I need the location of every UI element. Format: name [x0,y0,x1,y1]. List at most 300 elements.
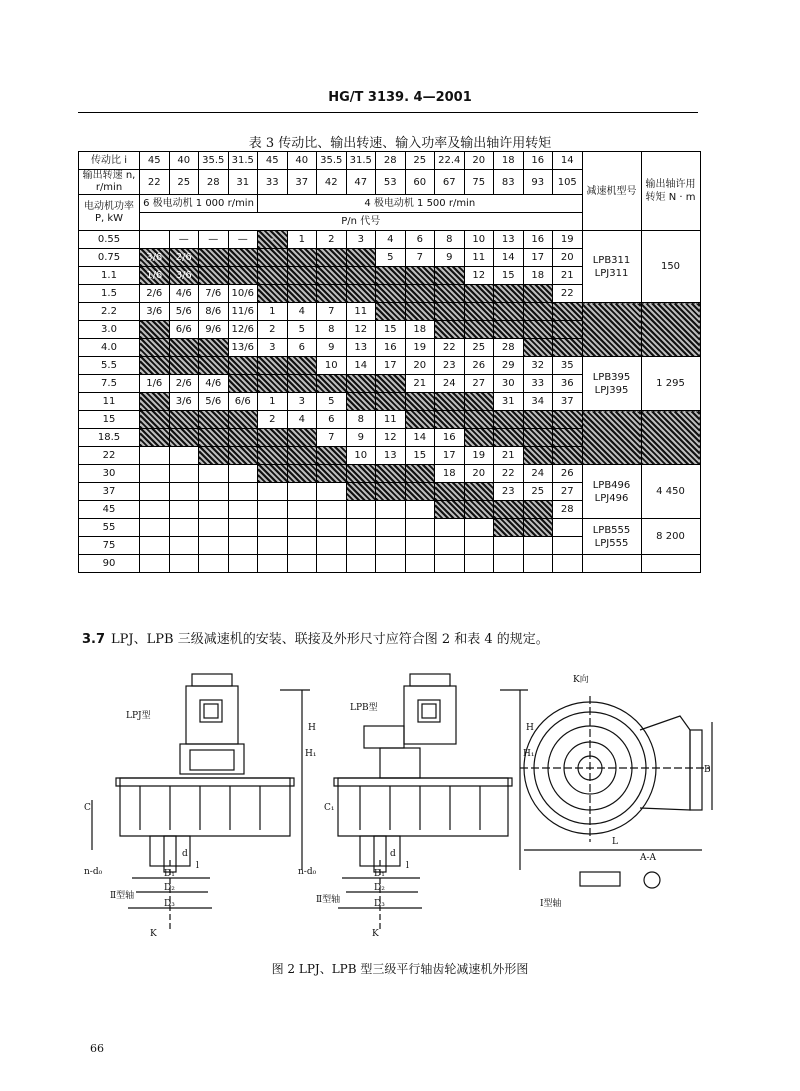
ratio-cell [435,411,465,429]
ratio-cell [376,393,406,411]
ratio-cell [346,501,376,519]
ratio-value: 35.5 [317,152,347,170]
torque-value: 8 200 [641,519,700,555]
speed-value: 53 [376,170,406,195]
ratio-cell: 9 [346,429,376,447]
speed-value: 83 [494,170,524,195]
ratio-cell [140,537,170,555]
lpj-label: LPJ型 [126,711,151,721]
dim-d3-b: D₃ [374,899,385,909]
dim-c: C [84,803,91,813]
ratio-cell: 34 [523,393,553,411]
clause-3-7 [82,628,549,647]
ratio-cell: 1 [258,303,288,321]
motor-label: 电动机功率 P, kW [79,195,140,231]
ratio-cell [553,537,583,555]
ratio-cell: 3 [258,339,288,357]
ratio-cell: 15 [376,321,406,339]
power-value: 18.5 [79,429,140,447]
k-arrow-a: K [150,929,157,939]
ratio-cell [405,519,435,537]
ratio-cell: 1 [258,393,288,411]
ratio-cell [169,429,199,447]
ratio-cell [169,447,199,465]
ratio-cell [199,555,229,573]
ratio-cell: 17 [523,249,553,267]
ratio-cell [317,375,347,393]
ratio-cell: 22 [494,465,524,483]
ratio-cell [258,285,288,303]
ratio-cell [405,555,435,573]
ratio-cell: 11/6 [228,303,258,321]
ratio-cell: 10 [346,447,376,465]
dim-d-a: d [182,849,188,859]
ratio-cell: 4 [287,411,317,429]
ratio-cell [553,321,583,339]
ratio-cell [258,357,288,375]
k-view-drawing [520,696,712,888]
ratio-cell [317,465,347,483]
ratio-value: 31.5 [346,152,376,170]
ratio-cell [169,339,199,357]
ratio-cell: 2/6 [140,285,170,303]
ratio-cell [376,285,406,303]
ratio-value: 20 [464,152,494,170]
ratio-cell [199,429,229,447]
ratio-cell [317,483,347,501]
ratio-cell [287,285,317,303]
speed-value: 105 [553,170,583,195]
ratio-cell [258,555,288,573]
table-row [79,303,701,321]
torque-header: 输出轴许用转矩 N · m [641,152,700,231]
ratio-cell: 17 [376,357,406,375]
ratio-cell [523,303,553,321]
ratio-cell: — [169,231,199,249]
speed-value: 37 [287,170,317,195]
ratio-cell [140,411,170,429]
ratio-cell [523,411,553,429]
ratio-cell [228,429,258,447]
standard-header: HG/T 3139. 4—2001 [328,90,472,105]
ratio-cell [287,447,317,465]
ratio-cell: 9 [435,249,465,267]
ratio-cell [317,519,347,537]
ratio-cell [228,447,258,465]
ratio-cell [258,267,288,285]
ratio-cell [435,483,465,501]
ratio-cell: 8 [317,321,347,339]
ratio-cell [376,537,406,555]
table-row [79,465,701,483]
ratio-cell: 2/6 [169,249,199,267]
ratio-cell [494,303,524,321]
ratio-cell: 13/6 [228,339,258,357]
model-blank [582,303,641,357]
dim-l: L [612,837,618,847]
model-blank [582,411,641,465]
clause-number: 3.7 [82,632,106,647]
ratio-cell: 27 [553,483,583,501]
ratio-cell: 11 [464,249,494,267]
ratio-cell [494,429,524,447]
ratio-cell: 11 [376,411,406,429]
dim-h1-b: H₁ [523,749,535,759]
ratio-cell: 28 [494,339,524,357]
ratio-cell: 37 [553,393,583,411]
ratio-cell: 21 [494,447,524,465]
ratio-cell: 36 [553,375,583,393]
ratio-cell [405,501,435,519]
motor-6-pole: 6 极电动机 1 000 r/min [140,195,258,213]
ratio-cell [258,483,288,501]
ratio-cell [199,465,229,483]
ratio-cell [140,519,170,537]
ratio-cell [376,303,406,321]
ratio-cell [228,267,258,285]
ratio-cell: 12/6 [228,321,258,339]
ratio-cell [287,555,317,573]
model-name: LPB395 LPJ395 [582,357,641,411]
ratio-cell: 5 [317,393,347,411]
ratio-cell: 2 [317,231,347,249]
ratio-cell [464,429,494,447]
ratio-cell [199,411,229,429]
ratio-value: 40 [169,152,199,170]
ratio-cell [317,501,347,519]
ratio-cell: 21 [553,267,583,285]
ratio-cell [435,285,465,303]
ratio-cell [317,285,347,303]
ratio-cell [346,537,376,555]
ratio-cell [199,357,229,375]
ratio-cell: 2/6 [169,375,199,393]
ratio-value: 31.5 [228,152,258,170]
ratio-cell [523,285,553,303]
ratio-cell: 4/6 [199,375,229,393]
ratio-cell [140,357,170,375]
ratio-cell: 9/6 [199,321,229,339]
model-name: LPB496 LPJ496 [582,465,641,519]
ratio-cell [317,447,347,465]
ratio-cell: 18 [435,465,465,483]
ratio-cell: 25 [464,339,494,357]
ratio-cell: 18 [523,267,553,285]
ratio-cell [523,519,553,537]
ratio-cell: 33 [523,375,553,393]
dim-d3-a: D₃ [164,899,175,909]
ratio-cell [287,357,317,375]
ratio-cell: 26 [464,357,494,375]
ratio-cell [494,501,524,519]
ratio-value: 22.4 [435,152,465,170]
ratio-cell [140,231,170,249]
ratio-cell [287,501,317,519]
torque-value: 150 [641,231,700,303]
ratio-cell: 5/6 [199,393,229,411]
torque-blank [641,555,700,573]
dim-c1: C₁ [324,803,335,813]
ratio-cell [376,519,406,537]
ratio-cell: 6 [405,231,435,249]
power-value: 22 [79,447,140,465]
ratio-cell: 5/6 [169,303,199,321]
code-label: P/n 代号 [140,213,583,231]
ratio-value: 45 [258,152,288,170]
ratio-cell [464,393,494,411]
ratio-cell [464,519,494,537]
ratio-cell [199,519,229,537]
ratio-cell: 7 [405,249,435,267]
ratio-value: 18 [494,152,524,170]
ratio-cell: 18 [405,321,435,339]
ratio-cell: 10 [317,357,347,375]
ratio-cell: 22 [435,339,465,357]
ratio-cell: 6/6 [169,321,199,339]
ratio-cell [464,411,494,429]
ratio-cell [494,519,524,537]
ratio-cell [435,501,465,519]
ratio-cell [435,303,465,321]
ratio-cell: 4 [376,231,406,249]
ratio-cell [140,339,170,357]
ratio-cell: 20 [405,357,435,375]
ratio-cell [523,501,553,519]
ratio-cell: 4/6 [169,285,199,303]
table-caption: 表 3 传动比、输出转速、输入功率及输出轴许用转矩 [248,136,552,151]
ratio-cell [435,321,465,339]
ratio-cell: 5 [287,321,317,339]
ratio-cell [258,519,288,537]
torque-value: 4 450 [641,465,700,519]
ratio-cell: 13 [494,231,524,249]
ratio-cell [405,303,435,321]
ratio-cell [228,465,258,483]
ratio-cell: 19 [464,447,494,465]
dim-h-b: H [526,723,534,733]
dim-l-a: l [196,861,199,871]
ratio-value: 16 [523,152,553,170]
power-value: 55 [79,519,140,537]
table-row [79,357,701,375]
ratio-cell: 25 [523,483,553,501]
ratio-cell [169,483,199,501]
ratio-cell [287,465,317,483]
speed-value: 75 [464,170,494,195]
power-value: 7.5 [79,375,140,393]
ratio-cell: 16 [435,429,465,447]
ratio-cell [494,555,524,573]
ratio-cell: 17 [435,447,465,465]
ratio-cell [228,519,258,537]
ratio-cell: 3/6 [169,267,199,285]
ratio-cell [199,483,229,501]
ratio-cell [169,519,199,537]
ratio-cell [140,483,170,501]
ratio-cell: 2 [258,411,288,429]
table-row [79,555,701,573]
ratio-cell [199,339,229,357]
ratio-cell: 26 [553,465,583,483]
ratio-cell [405,393,435,411]
ratio-cell [553,429,583,447]
model-name: LPB555 LPJ555 [582,519,641,555]
shaft1-label: Ⅰ型轴 [540,899,562,909]
ratio-cell [258,447,288,465]
ratio-cell: 4 [287,303,317,321]
ratio-cell [376,555,406,573]
ratio-cell [464,285,494,303]
speed-value: 22 [140,170,170,195]
ratio-cell [435,537,465,555]
dim-h-a: H [308,723,316,733]
ratio-cell [140,555,170,573]
dim-d1-a: D₁ [164,869,175,879]
power-value: 3.0 [79,321,140,339]
ratio-cell [228,501,258,519]
ratio-cell [435,267,465,285]
dim-d2-b: D₂ [374,883,385,893]
ratio-cell: 31 [494,393,524,411]
dim-h1-a: H₁ [305,749,317,759]
ratio-cell [376,483,406,501]
ratio-cell: 22 [553,285,583,303]
ratio-cell [405,537,435,555]
model-name: LPB311 LPJ311 [582,231,641,303]
ratio-cell [376,375,406,393]
ratio-cell [317,555,347,573]
ratio-cell [523,537,553,555]
ratio-cell [464,537,494,555]
ratio-cell [287,267,317,285]
speed-value: 33 [258,170,288,195]
ratio-cell [346,285,376,303]
figure-caption: 图 2 LPJ、LPB 型三级平行轴齿轮减速机外形图 [271,962,529,976]
ratio-cell: 6 [287,339,317,357]
ratio-cell [464,555,494,573]
ratio-cell: 14 [494,249,524,267]
section-label: A-A [640,853,657,863]
ratio-cell [228,555,258,573]
ratio-cell [169,465,199,483]
figure-2-drawing [80,660,720,950]
ratio-cell: 12 [346,321,376,339]
header-rule [78,112,698,113]
dim-d-b: d [390,849,396,859]
ratio-cell [199,267,229,285]
ratio-cell: 3 [287,393,317,411]
dim-nd-b: n-d₀ [298,867,317,877]
ratio-cell [553,339,583,357]
dim-b: B [704,765,711,775]
ratio-cell: 16 [376,339,406,357]
speed-value: 47 [346,170,376,195]
ratio-cell: 11 [346,303,376,321]
speed-value: 60 [405,170,435,195]
ratio-cell [405,483,435,501]
ratio-cell: 2 [258,321,288,339]
ratio-cell [287,375,317,393]
ratio-cell: 8 [346,411,376,429]
ratio-cell [494,537,524,555]
ratio-cell [464,483,494,501]
ratio-value: 14 [553,152,583,170]
ratio-cell: 29 [494,357,524,375]
ratio-cell: 3/6 [140,303,170,321]
ratio-cell: 27 [464,375,494,393]
speed-label: 输出转速 n, r/min [79,170,140,195]
ratio-cell: 28 [553,501,583,519]
ratio-cell: 6/6 [228,393,258,411]
ratio-cell [199,537,229,555]
ratio-cell [553,447,583,465]
ratio-cell: 9 [317,339,347,357]
ratio-cell [169,555,199,573]
ratio-cell [464,303,494,321]
ratio-value: 40 [287,152,317,170]
ratio-cell: — [199,231,229,249]
ratio-cell: 1/6 [140,375,170,393]
speed-value: 93 [523,170,553,195]
torque-blank [641,411,700,465]
power-value: 11 [79,393,140,411]
ratio-cell [346,555,376,573]
lpb-label: LPB型 [350,703,378,713]
ratio-cell [228,537,258,555]
ratio-cell [494,285,524,303]
ratio-cell [140,447,170,465]
ratio-cell [523,321,553,339]
ratio-cell [228,375,258,393]
clause-text: LPJ、LPB 三级减速机的安装、联接及外形尺寸应符合图 2 和表 4 的规定。 [111,632,549,647]
ratio-cell: 32 [523,357,553,375]
page-number: 66 [90,1042,104,1055]
ratio-cell [169,357,199,375]
ratio-cell [140,429,170,447]
ratio-cell [435,519,465,537]
ratio-cell: 10/6 [228,285,258,303]
table-row [79,152,701,170]
table-row [79,231,701,249]
power-value: 15 [79,411,140,429]
ratio-cell: 5 [376,249,406,267]
ratio-cell: - [258,231,288,249]
ratio-cell [405,411,435,429]
ratio-cell: 1 [287,231,317,249]
power-value: 4.0 [79,339,140,357]
power-value: 5.5 [79,357,140,375]
ratio-cell [523,555,553,573]
ratio-cell [199,501,229,519]
ratio-cell: 7/6 [199,285,229,303]
ratio-value: 35.5 [199,152,229,170]
ratio-cell [553,411,583,429]
power-value: 45 [79,501,140,519]
ratio-cell [553,303,583,321]
ratio-cell: 6 [317,411,347,429]
ratio-cell: 12 [464,267,494,285]
ratio-cell [317,267,347,285]
ratio-cell: 1/6 [140,267,170,285]
ratio-cell: 7 [317,429,347,447]
ratio-cell [228,249,258,267]
shaft2-label-b: Ⅱ型轴 [316,895,341,905]
power-value: 1.5 [79,285,140,303]
ratio-cell [553,555,583,573]
ratio-cell: 35 [553,357,583,375]
ratio-cell [376,267,406,285]
speed-value: 67 [435,170,465,195]
